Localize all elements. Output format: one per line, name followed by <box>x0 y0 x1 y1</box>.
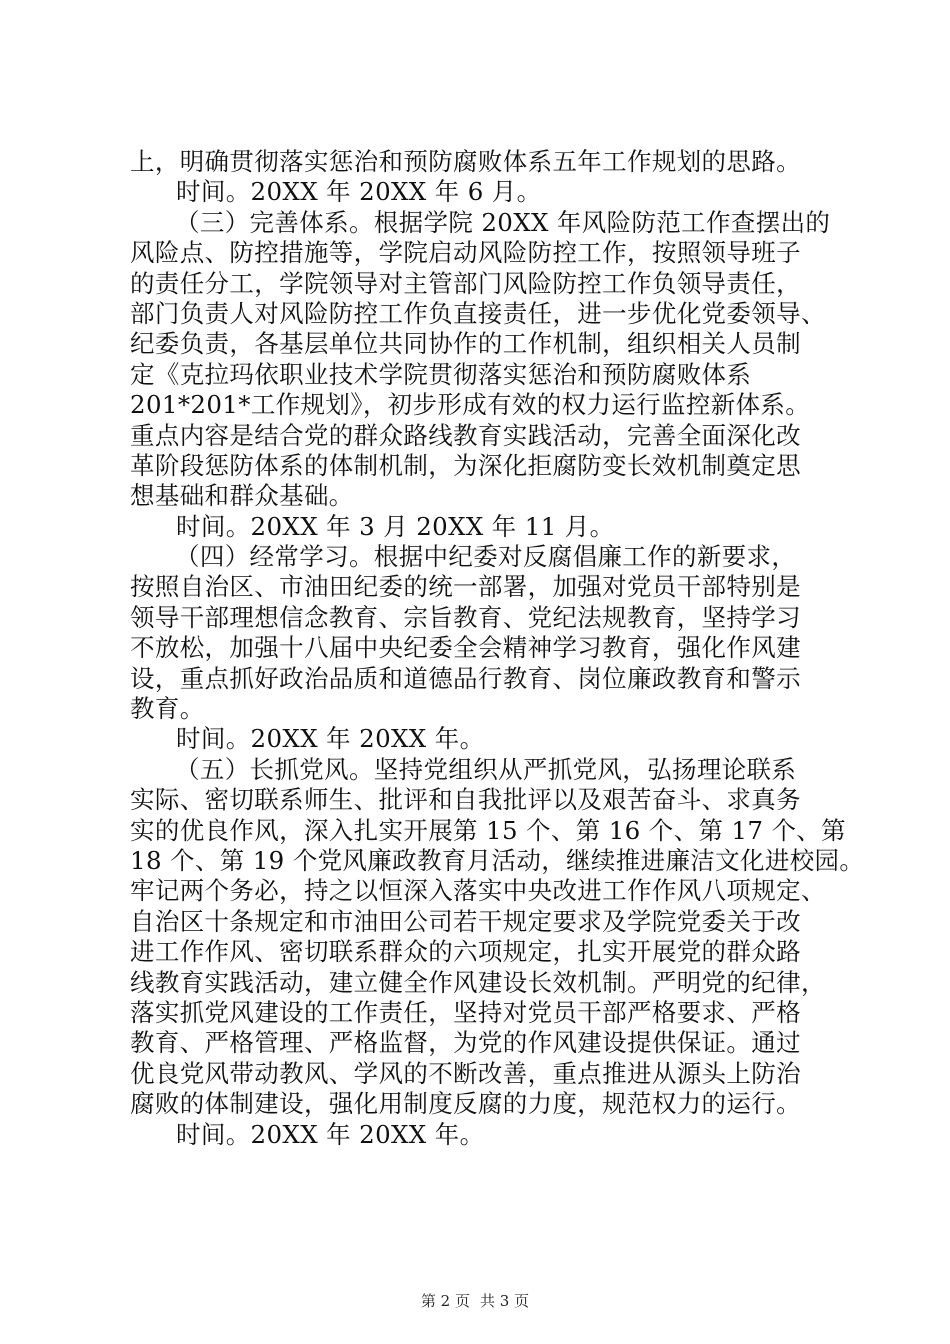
section-heading-line: （四）经常学习。根据中纪委对反腐倡廉工作的新要求， <box>175 542 797 572</box>
body-line: 部门负责人对风险防控工作负直接责任，进一步优化党委领导、 <box>130 298 826 328</box>
body-line: 实际、密切联系师生、批评和自我批评以及艰苦奋斗、求真务 <box>130 785 801 815</box>
section-heading-line: （五）长抓党风。坚持党组织从严抓党风，弘扬理论联系 <box>175 754 797 784</box>
body-line: 不放松，加强十八届中央纪委全会精神学习教育，强化作风建 <box>130 633 801 663</box>
body-line: 的责任分工，学院领导对主管部门风险防控工作负领导责任， <box>130 268 801 298</box>
body-line: 纪委负责，各基层单位共同协作的工作机制，组织相关人员制 <box>130 329 801 359</box>
body-line: 牢记两个务必，持之以恒深入落实中央改进工作作风八项规定、 <box>130 876 826 906</box>
time-line: 时间。20XX 年 20XX 年 6 月。 <box>176 177 542 207</box>
body-line: 上，明确贯彻落实惩治和预防腐败体系五年工作规划的思路。 <box>130 147 801 176</box>
section-heading-line: （三）完善体系。根据学院 20XX 年风险防范工作查摆出的 <box>175 207 831 237</box>
body-line: 优良党风带动教风、学风的不断改善，重点推进从源头上防治 <box>130 1058 801 1088</box>
page-total: 共 3 页 <box>480 1292 530 1310</box>
body-line: 18 个、第 19 个党风廉政教育月活动，继续推进廉洁文化进校园。 <box>130 845 865 875</box>
body-line: 按照自治区、市油田纪委的统一部署，加强对党员干部特别是 <box>130 572 801 602</box>
page-number: 第 2 页 <box>420 1292 470 1310</box>
body-line: 进工作作风、密切联系群众的六项规定，扎实开展党的群众路 <box>130 937 801 967</box>
body-line: 实的优良作风，深入扎实开展第 15 个、第 16 个、第 17 个、第 <box>130 815 847 845</box>
time-line: 时间。20XX 年 20XX 年。 <box>176 724 485 754</box>
body-line: 重点内容是结合党的群众路线教育实践活动，完善全面深化改 <box>130 420 801 450</box>
page-footer <box>0 1291 950 1311</box>
body-line: 教育。 <box>130 694 205 724</box>
body-line: 自治区十条规定和市油田公司若干规定要求及学院党委关于改 <box>130 906 801 936</box>
body-line: 风险点、防控措施等，学院启动风险防控工作，按照领导班子 <box>130 238 801 268</box>
body-line: 线教育实践活动，建立健全作风建设长效机制。严明党的纪律， <box>130 967 826 997</box>
body-line: 想基础和群众基础。 <box>130 481 354 511</box>
time-line: 时间。20XX 年 20XX 年。 <box>176 1119 485 1149</box>
body-line: 设，重点抓好政治品质和道德品行教育、岗位廉政教育和警示 <box>130 663 801 693</box>
time-line: 时间。20XX 年 3 月 20XX 年 11 月。 <box>176 511 615 541</box>
body-line: 教育、严格管理、严格监督，为党的作风建设提供保证。通过 <box>130 1028 801 1058</box>
body-line: 领导干部理想信念教育、宗旨教育、党纪法规教育，坚持学习 <box>130 602 801 632</box>
body-line: 革阶段惩防体系的体制机制，为深化拒腐防变长效机制奠定思 <box>130 450 801 480</box>
body-line: 定《克拉玛依职业技术学院贯彻落实惩治和预防腐败体系 <box>130 359 752 389</box>
document-body <box>130 147 865 1150</box>
body-line: 落实抓党风建设的工作责任，坚持对党员干部严格要求、严格 <box>130 997 801 1027</box>
body-line: 201*201*工作规划》，初步形成有效的权力运行监控新体系。 <box>130 390 811 420</box>
body-line: 腐败的体制建设，强化用制度反腐的力度，规范权力的运行。 <box>130 1089 801 1119</box>
